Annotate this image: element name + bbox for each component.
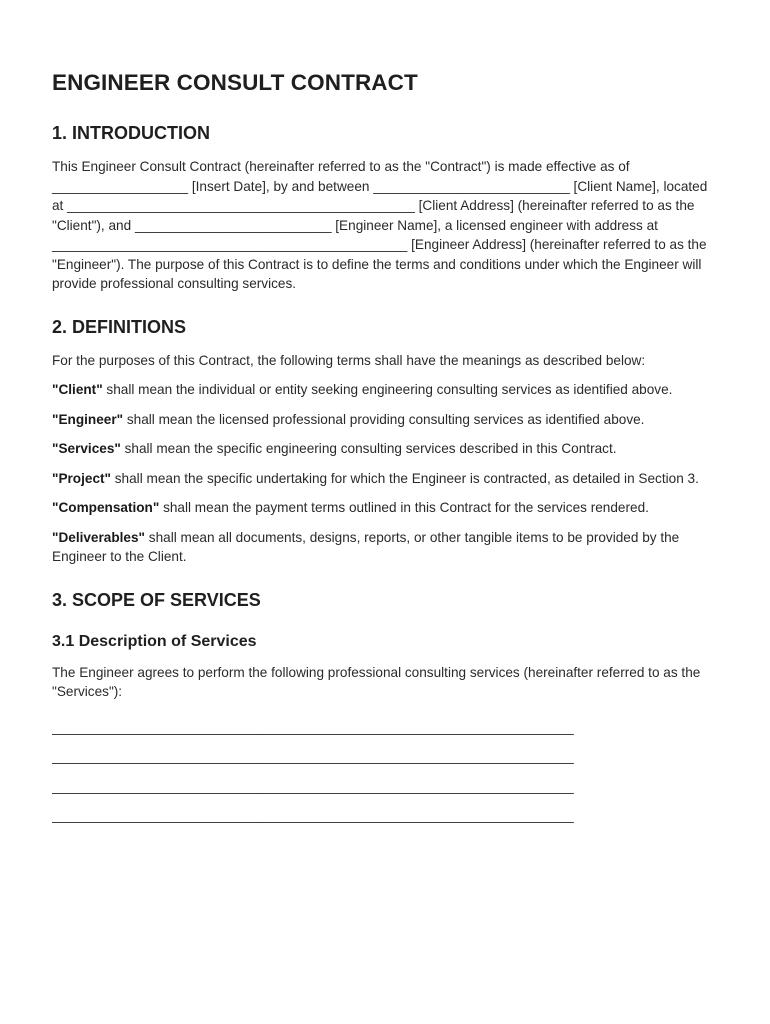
blank-line: _____________________________________________________________________ [52, 778, 574, 794]
scope-heading: 3. SCOPE OF SERVICES [52, 589, 261, 610]
definition-text: shall mean the licensed professional providing consulting services as identified above. [123, 411, 645, 427]
section-definitions [52, 317, 720, 567]
definition-text: shall mean the payment terms outlined in this Contract for the services rendered. [159, 500, 649, 515]
definitions-intro: For the purposes of this Contract, the following terms shall have the meanings as described below: [52, 352, 646, 368]
definition-item [52, 528, 720, 567]
definition-text: shall mean all documents, designs, reports, or other tangible items to be provided by the Engineer to the Client. [52, 529, 680, 564]
definition-text: shall mean the specific engineering consulting services described in this Contract. [120, 441, 617, 456]
section-scope [52, 590, 720, 826]
introduction-text: This Engineer Consult Contract (hereinafter referred to as the "Contract") is made effective as of __________________ [Insert Date], by and between __________________________ [Client Name], located at ______________________________________________ [Client Address] (hereinafter referred to as the "Client"), and __________________________ [Engineer Name], a licensed engineer with address at _______________________________________________ [Engineer Address] (hereinafter referred to as the "Engineer"). The purpose of this Contract is to define the terms and conditions under which the Engineer will provide professional consulting services. [52, 159, 708, 291]
definition-term: "Engineer" [52, 411, 124, 427]
blank-line: _____________________________________________________________________ [52, 808, 574, 823]
introduction-heading: 1. INTRODUCTION [52, 123, 211, 143]
blank-line: _____________________________________________________________________ [52, 719, 574, 735]
definition-item [52, 380, 720, 400]
definition-term: "Compensation" [52, 500, 160, 515]
definition-text: shall mean the individual or entity seeking engineering consulting services as identified above. [102, 382, 673, 397]
definition-term: "Deliverables" [52, 529, 145, 545]
document-title: ENGINEER CONSULT CONTRACT [52, 70, 418, 95]
scope-text: The Engineer agrees to perform the following professional consulting services (hereinafter referred to as the "Services"): [52, 664, 701, 699]
definitions-heading: 2. DEFINITIONS [52, 316, 187, 337]
definition-item [52, 439, 720, 459]
definition-term: "Project" [52, 470, 111, 486]
section-introduction [52, 123, 720, 294]
definition-item [52, 498, 720, 518]
scope-subheading: 3.1 Description of Services [52, 632, 257, 650]
definition-item [52, 410, 720, 430]
definition-term: "Client" [52, 382, 103, 397]
blank-line: _____________________________________________________________________ [52, 749, 574, 764]
definition-term: "Services" [52, 441, 121, 456]
definition-text: shall mean the specific undertaking for which the Engineer is contracted, as detailed in Section 3. [110, 470, 699, 486]
definition-item [52, 469, 720, 489]
